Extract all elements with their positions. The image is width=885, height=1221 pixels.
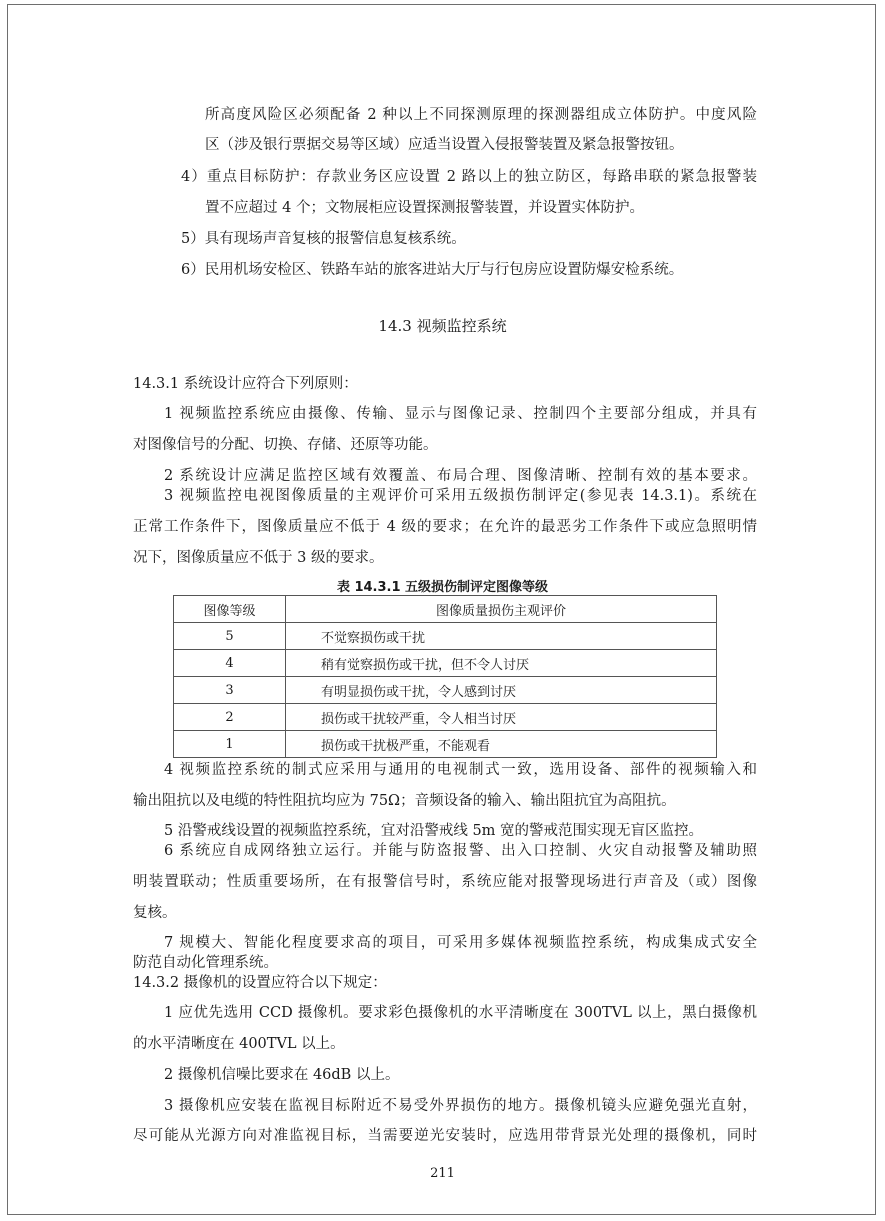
paragraph-line: 2 摄像机信噪比要求在 46dB 以上。 [164, 1067, 400, 1083]
paragraph-line: 3 摄像机应安装在监视目标附近不易受外界损伤的地方。摄像机镜头应避免强光直射， [164, 1098, 757, 1114]
paragraph-line: 6 系统应自成网络独立运行。并能与防盗报警、出入口控制、火灾自动报警及辅助照 [164, 843, 757, 859]
paragraph-line: 2 系统设计应满足监控区域有效覆盖、布局合理、图像清晰、控制有效的基本要求。 [164, 468, 757, 484]
paragraph-line: 5 沿警戒线设置的视频监控系统，宜对沿警戒线 5m 宽的警戒范围实现无盲区监控。 [164, 823, 704, 839]
paragraph-line: 正常工作条件下，图像质量应不低于 4 级的要求；在允许的最恶劣工作条件下或应急照明情 [133, 519, 757, 535]
evaluation-cell: 有明显损伤或干扰，令人感到讨厌 [286, 677, 717, 704]
grade-cell: 3 [174, 677, 286, 704]
paragraph-line: 1 应优先选用 CCD 摄像机。要求彩色摄像机的水平清晰度在 300TVL 以上，黑白摄像机 [164, 1005, 757, 1021]
grade-cell: 4 [174, 650, 286, 677]
paragraph-line: 置不应超过 4 个；文物展柜应设置探测报警装置，并设置实体防护。 [205, 200, 644, 216]
paragraph-line: 3 视频监控电视图像质量的主观评价可采用五级损伤制评定(参见表 14.3.1)。系统在 [164, 488, 757, 504]
paragraph-line: 对图像信号的分配、切换、存储、还原等功能。 [133, 437, 438, 453]
paragraph-line: 明装置联动；性质重要场所，在有报警信号时，系统应能对报警现场进行声音及（或）图像 [133, 874, 757, 890]
paragraph-line: 况下，图像质量应不低于 3 级的要求。 [133, 550, 384, 566]
paragraph-line: 1 视频监控系统应由摄像、传输、显示与图像记录、控制四个主要部分组成，并具有 [164, 406, 757, 422]
paragraph-line: 区（涉及银行票据交易等区域）应适当设置入侵报警装置及紧急报警按钮。 [205, 137, 684, 153]
table-row [174, 677, 717, 704]
paragraph-line: 尽可能从光源方向对准监视目标，当需要逆光安装时，应选用带背景光处理的摄像机，同时 [133, 1128, 757, 1144]
paragraph-line: 的水平清晰度在 400TVL 以上。 [133, 1036, 345, 1052]
list-item-4: 4）重点目标防护：存款业务区应设置 2 路以上的独立防区，每路串联的紧急报警装 [181, 169, 757, 185]
paragraph-line: 防范自动化管理系统。 [133, 955, 278, 971]
paragraph-line: 输出阻抗以及电缆的特性阻抗均应为 75Ω；音频设备的输入、输出阻抗宜为高阻抗。 [133, 793, 676, 809]
table-header-cell: 图像等级 [174, 596, 286, 623]
page-number: 211 [430, 1166, 455, 1181]
list-item-6: 6）民用机场安检区、铁路车站的旅客进站大厅与行包房应设置防爆安检系统。 [181, 262, 684, 278]
grade-cell: 1 [174, 731, 286, 758]
evaluation-cell: 稍有觉察损伤或干扰，但不令人讨厌 [286, 650, 717, 677]
evaluation-cell: 损伤或干扰较严重，令人相当讨厌 [286, 704, 717, 731]
paragraph-line: 所高度风险区必须配备 2 种以上不同探测原理的探测器组成立体防护。中度风险 [205, 107, 757, 123]
clause-heading: 14.3.1 系统设计应符合下列原则： [133, 376, 358, 392]
section-heading: 14.3 视频监控系统 [378, 317, 507, 335]
paragraph-line: 4 视频监控系统的制式应采用与通用的电视制式一致，选用设备、部件的视频输入和 [164, 762, 757, 778]
list-item-5: 5）具有现场声音复核的报警信息复核系统。 [181, 231, 466, 247]
grade-cell: 5 [174, 623, 286, 650]
table-header-row [174, 596, 717, 623]
table-row [174, 650, 717, 677]
table-header-cell: 图像质量损伤主观评价 [286, 596, 717, 623]
paragraph-line: 7 规模大、智能化程度要求高的项目，可采用多媒体视频监控系统，构成集成式安全 [164, 935, 757, 951]
grade-table [173, 595, 717, 758]
grade-cell: 2 [174, 704, 286, 731]
evaluation-cell: 不觉察损伤或干扰 [286, 623, 717, 650]
evaluation-cell: 损伤或干扰极严重，不能观看 [286, 731, 717, 758]
table-row [174, 623, 717, 650]
table-row [174, 704, 717, 731]
clause-heading: 14.3.2 摄像机的设置应符合以下规定： [133, 975, 387, 991]
table-row [174, 731, 717, 758]
table-caption: 表 14.3.1 五级损伤制评定图像等级 [336, 580, 549, 595]
paragraph-line: 复核。 [133, 905, 177, 921]
